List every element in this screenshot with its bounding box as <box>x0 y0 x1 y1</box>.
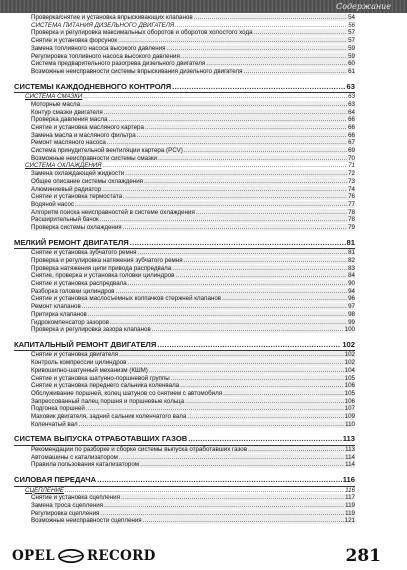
toc-entry <box>31 170 355 177</box>
toc-entry <box>31 132 355 139</box>
entry-page: 79 <box>348 224 355 231</box>
toc-entry <box>31 53 355 60</box>
dot-leader <box>125 170 347 177</box>
dot-leader <box>138 249 348 256</box>
entry-page: 105 <box>344 389 355 397</box>
entry-page: 90 <box>348 280 355 287</box>
entry-title: Снятие и установка масляного картера <box>31 123 144 131</box>
dot-leader <box>130 238 346 247</box>
entry-page: 107 <box>344 405 355 413</box>
entry-title: СИСТЕМА ВЫПУСКА ОТРАБОТАВШИХ ГАЗОВ <box>14 434 188 444</box>
dot-leader <box>104 109 347 116</box>
dot-leader <box>172 265 347 272</box>
entry-page: 66 <box>348 116 355 124</box>
entry-page: 78 <box>348 216 355 224</box>
entry-title: Рекомендации по разборке и сборке системы выпуска отработавших газов <box>31 445 247 453</box>
entry-title: Снятие и установка шатунно-поршневой группы <box>31 374 170 382</box>
entry-page: 82 <box>348 256 355 264</box>
entry-title: Снятие и установка термостата <box>31 193 123 201</box>
dot-leader <box>110 319 347 326</box>
entry-title: Снятие и установка сцепления <box>31 494 120 502</box>
dot-leader <box>145 124 347 131</box>
dot-leader <box>196 209 347 216</box>
toc-entry <box>31 101 355 108</box>
entry-title: Замена охлаждающей жидкости <box>31 170 125 178</box>
dot-leader <box>181 53 347 60</box>
toc-entry <box>31 405 355 412</box>
entry-page: 98 <box>348 310 355 318</box>
dot-leader <box>180 382 344 389</box>
entry-title: Проверка натяжения цепи привода распредвала <box>31 264 172 272</box>
section-heading <box>14 340 355 349</box>
entry-page: 70 <box>348 154 355 162</box>
toc-entry <box>31 124 355 131</box>
toc-entry <box>31 390 355 397</box>
entry-title: Алгоритм поиска неисправностей в системе охлаждения <box>31 208 195 216</box>
entry-title: СЦЕПЛЕНИЕ <box>25 486 64 494</box>
dot-leader <box>97 475 342 484</box>
dot-leader <box>123 224 347 231</box>
dot-leader <box>187 413 343 420</box>
toc-entry <box>31 193 355 200</box>
toc-entry <box>31 249 355 256</box>
entry-title: СИСТЕМА ПИТАНИЯ ДИЗЕЛЬНОГО ДВИГАТЕЛЯ <box>31 21 175 29</box>
toc-entry <box>31 319 355 326</box>
entry-page: 121 <box>344 517 355 525</box>
entry-page: 100 <box>344 326 355 334</box>
entry-title: Запрессованный палец поршня и поршневые кольца <box>31 397 185 405</box>
dot-leader <box>184 147 347 154</box>
entry-page: 66 <box>348 131 355 139</box>
brand-left: OPEL <box>12 548 55 564</box>
toc-entry <box>31 139 355 146</box>
toc-entry <box>31 494 355 501</box>
toc-entry <box>31 311 355 318</box>
entry-title: Подгонка поршней <box>31 405 85 413</box>
entry-page: 63 <box>346 81 355 91</box>
dot-leader <box>119 351 344 358</box>
dot-leader <box>172 82 345 91</box>
dot-leader <box>243 68 347 75</box>
entry-page: 66 <box>348 123 355 131</box>
toc-entry <box>31 224 355 231</box>
dot-leader <box>82 303 347 310</box>
entry-title: Водяной насос <box>31 200 74 208</box>
section-heading <box>14 82 355 91</box>
toc-entry <box>31 37 355 44</box>
entry-title: СИЛОВАЯ ПЕРЕДАЧА <box>14 475 97 484</box>
toc-entry <box>31 186 355 193</box>
entry-title: КАПИТАЛЬНЫЙ РЕМОНТ ДВИГАТЕЛЯ <box>14 339 157 349</box>
entry-title: Замена масла и масляного фильтра <box>31 131 136 139</box>
entry-title: Расширительный бачок <box>31 216 99 224</box>
toc-entry <box>31 257 355 264</box>
entry-page: 84 <box>348 272 355 280</box>
entry-page: 109 <box>344 413 355 420</box>
dot-leader <box>121 494 344 501</box>
toc-entry <box>31 446 355 453</box>
dot-leader <box>100 510 344 517</box>
entry-page: 60 <box>348 60 355 68</box>
entry-page: 96 <box>348 295 355 303</box>
header-title: Содержание <box>336 2 391 11</box>
dot-leader <box>223 390 344 397</box>
dot-leader <box>79 421 344 428</box>
entry-page: 97 <box>348 303 355 311</box>
dot-leader <box>140 461 344 468</box>
dot-leader <box>118 37 347 44</box>
entry-page: 99 <box>348 318 355 326</box>
entry-page: 114 <box>345 461 355 469</box>
entry-title: Ремонт масляного насоса <box>31 139 106 147</box>
entry-page: 61 <box>348 67 355 75</box>
entry-page: 102 <box>344 351 355 359</box>
entry-title: Коленчатый вал <box>31 420 78 428</box>
entry-page: 113 <box>342 434 355 444</box>
dot-leader <box>175 22 347 29</box>
dot-leader <box>143 517 344 524</box>
entry-title: Маховик двигателя, задний сальник коленчатого вала <box>31 413 187 420</box>
entry-title: Притирка клапанов <box>31 310 87 318</box>
entry-title: Правила пользования катализатором <box>31 461 140 469</box>
entry-page: 76 <box>348 193 355 201</box>
toc-entry <box>31 421 355 428</box>
entry-page: 74 <box>348 185 355 193</box>
entry-page: 114 <box>345 453 355 461</box>
toc-entry <box>31 398 355 405</box>
toc-entry <box>31 178 355 185</box>
entry-page: 116 <box>342 475 355 484</box>
entry-page: 102 <box>342 339 355 349</box>
entry-title: Алюминиевый радиатор <box>31 185 102 193</box>
toc-entry <box>31 295 355 302</box>
toc-entry <box>31 502 355 509</box>
dot-leader <box>144 178 347 185</box>
entry-title: Система предварительного разогрева дизельного двигателя <box>31 60 206 68</box>
entry-title: Общее описание системы охлаждения <box>31 177 143 185</box>
dot-leader <box>115 288 347 295</box>
entry-title: Замена троса сцепления <box>31 501 104 509</box>
entry-page: 119 <box>345 501 355 509</box>
entry-page: 63 <box>348 93 355 101</box>
entry-page: 94 <box>348 287 355 295</box>
entry-title: Замена топливного насоса высокого давления <box>31 44 166 52</box>
dot-leader <box>83 93 347 100</box>
subsection-heading <box>25 162 355 169</box>
dot-leader <box>206 60 347 67</box>
dot-leader <box>75 201 347 208</box>
entry-title: Возможные неисправности системы впрыскивания дизельного двигателя <box>31 67 243 75</box>
entry-page: 117 <box>345 494 355 502</box>
opel-emblem-icon <box>58 549 84 563</box>
entry-page: 59 <box>348 52 355 60</box>
entry-title: Гидрокомпенсатор зазоров <box>31 318 109 326</box>
toc-entry <box>31 201 355 208</box>
entry-title: СИСТЕМА СМАЗКИ <box>25 93 83 101</box>
subsection-heading <box>31 22 355 29</box>
toc-entry <box>31 454 355 461</box>
toc-entry <box>31 351 355 358</box>
toc-entry <box>31 216 355 223</box>
dot-leader <box>157 340 341 349</box>
dot-leader <box>149 367 344 374</box>
section-heading <box>14 434 355 443</box>
entry-title: Контроль компрессии цилиндров <box>31 359 127 367</box>
entry-page: 59 <box>348 44 355 52</box>
entry-title: Возможные неисправности сцепления <box>31 517 142 525</box>
entry-page: 83 <box>348 264 355 272</box>
entry-title: Моторные масла <box>31 100 81 108</box>
dot-leader <box>248 446 344 453</box>
entry-page: 104 <box>344 366 355 374</box>
entry-title: Проверка системы охлаждения <box>31 224 122 231</box>
dot-leader <box>102 186 347 193</box>
dot-leader <box>88 311 347 318</box>
entry-title: Снятие и установка переднего сальника коленвала <box>31 382 180 390</box>
entry-page: 57 <box>348 29 355 37</box>
entry-page: 78 <box>348 208 355 216</box>
entry-page: 106 <box>344 397 355 405</box>
entry-title: Регулировка топливного насоса высокого давления <box>31 52 180 60</box>
entry-title: Регулировка сцепления <box>31 509 100 517</box>
toc-entry <box>31 60 355 67</box>
dot-leader <box>254 29 348 36</box>
entry-title: Снятие, проверка и установка головки цилиндров <box>31 272 175 280</box>
toc-entry <box>31 510 355 517</box>
entry-title: Снятие и установка зубчатого ремня <box>31 249 137 257</box>
dot-leader <box>102 162 347 169</box>
entry-page: 113 <box>345 445 355 453</box>
dot-leader <box>127 359 343 366</box>
entry-title: Проверка и регулировка зазора клапанов <box>31 326 151 334</box>
dot-leader <box>108 116 347 123</box>
entry-page: 105 <box>344 374 355 382</box>
toc-entry <box>31 367 355 374</box>
entry-title: Автомашины с катализатором <box>31 453 118 461</box>
entry-title: Кривошипно-шатунный механизм (КШМ) <box>31 366 148 374</box>
page-footer <box>12 546 395 570</box>
dot-leader <box>81 101 347 108</box>
entry-title: Проверка давления масла <box>31 116 108 124</box>
toc-entry <box>31 303 355 310</box>
section-heading <box>14 238 355 247</box>
dot-leader <box>167 45 348 52</box>
entry-page: 57 <box>348 37 355 45</box>
entry-title: Проверка и регулировка максимальных оборотов и оборотов холостого хода <box>31 29 253 37</box>
entry-title: Проверка и регулировка натяжения зубчатого ремня <box>31 256 183 264</box>
dot-leader <box>137 132 347 139</box>
dot-leader <box>194 14 348 21</box>
dot-leader <box>119 454 344 461</box>
toc-entry <box>31 155 355 162</box>
entry-title: Снятие и установка распредвала <box>31 280 127 287</box>
toc-entry <box>31 326 355 333</box>
entry-title: Возможные неисправности системы смазки <box>31 154 158 162</box>
dot-leader <box>128 280 347 287</box>
dot-leader <box>65 487 344 494</box>
entry-title: Система принудительной вентиляции картера (PCV) <box>31 147 183 154</box>
dot-leader <box>152 326 344 333</box>
toc-entry <box>31 265 355 272</box>
entry-page: 73 <box>348 177 355 185</box>
entry-page: 54 <box>348 14 355 21</box>
entry-page: 69 <box>348 147 355 154</box>
toc-entry <box>31 375 355 382</box>
entry-page: 63 <box>348 100 355 108</box>
toc-entry <box>31 382 355 389</box>
toc-entry <box>31 29 355 36</box>
entry-page: 77 <box>348 200 355 208</box>
entry-title: СИСТЕМА ОХЛАЖДЕНИЯ <box>25 162 102 170</box>
toc-entry <box>31 272 355 279</box>
entry-title: МЕЛКИЙ РЕМОНТ ДВИГАТЕЛЯ <box>14 237 129 247</box>
entry-title: Снятие и установка двигателя <box>31 351 119 359</box>
brand-logo <box>12 548 156 564</box>
toc-entry <box>31 116 355 123</box>
toc-entry <box>31 280 355 287</box>
entry-page: 102 <box>344 359 355 367</box>
dot-leader <box>158 155 347 162</box>
entry-title: Проверка/снятие и установка впрыскивающих клапанов <box>31 14 193 21</box>
dot-leader <box>123 193 347 200</box>
toc-entry <box>31 209 355 216</box>
entry-title: Снятие и установка маслосъемных колпачков стержней клапанов <box>31 295 222 303</box>
entry-page: 119 <box>345 509 355 517</box>
toc-entry <box>31 517 355 524</box>
toc-entry <box>31 109 355 116</box>
dot-leader <box>171 375 344 382</box>
entry-title: Обслуживание поршней, колец шатунов со снятием с автомобиля <box>31 389 223 397</box>
subsection-heading <box>25 487 355 494</box>
subsection-heading <box>25 93 355 100</box>
header-band <box>0 0 407 13</box>
brand-right: RECORD <box>86 548 156 564</box>
dot-leader <box>100 216 347 223</box>
entry-title: СИСТЕМЫ КАЖДОДНЕВНОГО КОНТРОЛЯ <box>14 81 172 91</box>
entry-title: Контур смазки двигателя <box>31 108 103 116</box>
dot-leader <box>107 139 347 146</box>
page-number: 281 <box>345 546 381 566</box>
toc-entry <box>31 68 355 75</box>
dot-leader <box>185 398 344 405</box>
entry-page: 106 <box>344 382 355 390</box>
entry-page: 72 <box>348 170 355 178</box>
dot-leader <box>184 257 348 264</box>
entry-title: Разборка головки цилиндров <box>31 287 115 295</box>
entry-page: 64 <box>348 108 355 116</box>
toc-entry <box>31 288 355 295</box>
toc-entry <box>31 14 355 21</box>
dot-leader <box>104 502 344 509</box>
toc-entry <box>31 147 355 154</box>
entry-page: 81 <box>348 249 355 257</box>
dot-leader <box>188 434 342 443</box>
entry-title: Снятие и установка форсунок <box>31 37 118 45</box>
entry-page: 71 <box>348 162 355 170</box>
entry-page: 56 <box>348 21 355 29</box>
entry-page: 67 <box>348 139 355 147</box>
toc-entry <box>31 359 355 366</box>
entry-title: Ремонт клапанов <box>31 303 81 311</box>
section-heading <box>14 475 355 484</box>
toc-entry <box>31 413 355 420</box>
dot-leader <box>222 295 347 302</box>
toc-entry <box>31 461 355 468</box>
dot-leader <box>175 272 347 279</box>
entry-page: 81 <box>346 237 355 247</box>
entry-page: 116 <box>345 486 355 494</box>
entry-page: 110 <box>345 420 355 428</box>
toc-entry <box>31 45 355 52</box>
dot-leader <box>86 405 344 412</box>
